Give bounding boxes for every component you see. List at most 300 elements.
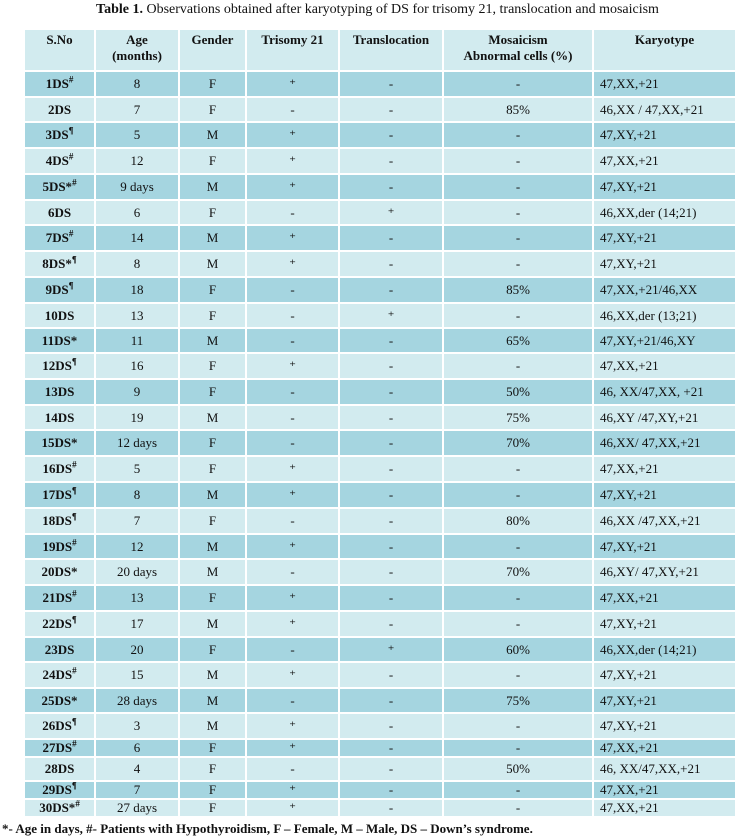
age-cell <box>95 688 179 713</box>
age-cell-text: 20 days <box>116 564 158 579</box>
trisomy-cell-text: - <box>290 761 295 776</box>
trisomy-cell-text: ⁺ <box>289 461 296 476</box>
age-cell <box>95 799 179 817</box>
mosaicism-cell <box>443 637 593 662</box>
age-cell-text: 15 <box>130 667 144 682</box>
age-cell-text: 9 <box>133 384 141 399</box>
trisomy-cell <box>246 405 339 430</box>
gender-cell <box>179 303 246 328</box>
trisomy-cell-text: ⁺ <box>289 256 296 271</box>
trisomy-cell <box>246 71 339 97</box>
mosaicism-cell-text: - <box>515 718 521 733</box>
mosaicism-cell-text: - <box>515 616 521 631</box>
karyotype-cell-text: 47,XX,+21 <box>600 782 659 797</box>
header-gender: Gender <box>179 29 246 71</box>
sno-cell-text: 17DS <box>42 487 72 502</box>
age-cell-text: 19 <box>130 409 144 425</box>
sno-cell-text: 25DS* <box>41 692 78 708</box>
age-cell-text: 11 <box>130 332 144 348</box>
karyotype-cell <box>593 200 736 225</box>
age-cell <box>95 379 179 405</box>
age-cell <box>95 482 179 508</box>
mosaicism-cell <box>443 781 593 799</box>
translocation-cell-text: - <box>388 332 394 348</box>
mosaicism-cell-text: 70% <box>506 564 530 579</box>
mosaicism-cell <box>443 251 593 277</box>
trisomy-cell-text: - <box>290 307 295 323</box>
age-cell <box>95 757 179 781</box>
table-row <box>24 225 736 251</box>
table-row <box>24 303 736 328</box>
mosaicism-cell-text: 75% <box>506 409 530 425</box>
mosaicism-cell-text: - <box>515 590 521 605</box>
age-cell <box>95 200 179 225</box>
footnote-mark: ¶ <box>71 614 77 625</box>
mosaicism-cell <box>443 662 593 688</box>
age-cell-text: 17 <box>130 616 144 631</box>
trisomy-cell <box>246 456 339 482</box>
translocation-cell <box>339 713 443 739</box>
karyotype-table <box>23 28 737 818</box>
gender-cell-text: F <box>208 282 217 297</box>
footnote-mark: ¶ <box>68 280 74 291</box>
footnote-mark: # <box>72 177 77 188</box>
gender-cell <box>179 174 246 200</box>
sno-cell <box>24 405 95 430</box>
sno-cell <box>24 122 95 148</box>
gender-cell-text: M <box>206 127 219 142</box>
karyotype-cell-text: 47,XX,+21 <box>600 461 659 476</box>
mosaicism-cell <box>443 225 593 251</box>
sno-cell-text: 20DS* <box>41 564 78 579</box>
age-cell-text: 6 <box>133 740 141 755</box>
table-row <box>24 251 736 277</box>
sno-cell <box>24 353 95 379</box>
age-cell <box>95 277 179 303</box>
age-cell <box>95 559 179 585</box>
trisomy-cell <box>246 757 339 781</box>
age-cell-text: 5 <box>133 461 141 476</box>
trisomy-cell-text: ⁺ <box>289 230 296 245</box>
karyotype-cell <box>593 328 736 353</box>
mosaicism-cell <box>443 739 593 757</box>
sno-cell <box>24 559 95 585</box>
footnote-mark: # <box>75 799 80 809</box>
age-cell <box>95 353 179 379</box>
translocation-cell <box>339 799 443 817</box>
karyotype-cell-text: 47,XX,+21 <box>600 740 659 755</box>
age-cell-text: 27 days <box>116 800 158 815</box>
age-cell-text: 18 <box>130 282 144 297</box>
translocation-cell-text: - <box>388 461 394 476</box>
header-karyotype: Karyotype <box>593 29 736 71</box>
translocation-cell-text: - <box>388 692 394 708</box>
table-row <box>24 482 736 508</box>
footnote-mark: ¶ <box>71 781 77 791</box>
sno-cell-text: 27DS <box>42 740 73 755</box>
translocation-cell <box>339 71 443 97</box>
header-age <box>95 29 179 71</box>
table-row <box>24 456 736 482</box>
table-row <box>24 508 736 534</box>
trisomy-cell <box>246 534 339 559</box>
age-cell <box>95 739 179 757</box>
trisomy-cell-text: - <box>290 692 295 708</box>
karyotype-cell <box>593 781 736 799</box>
translocation-cell-text: - <box>388 230 394 245</box>
age-cell <box>95 611 179 637</box>
gender-cell-text: M <box>206 487 219 502</box>
gender-cell-text: M <box>206 538 219 554</box>
karyotype-cell-text: 46,XX / 47,XX,+21 <box>600 101 704 117</box>
gender-cell-text: M <box>206 179 219 194</box>
age-cell <box>95 534 179 559</box>
mosaicism-cell <box>443 97 593 122</box>
table-row <box>24 662 736 688</box>
table-row <box>24 611 736 637</box>
mosaicism-cell <box>443 585 593 611</box>
table-row <box>24 353 736 379</box>
gender-cell-text: F <box>208 800 217 815</box>
translocation-cell-text: - <box>388 740 394 755</box>
sno-cell-text: 16DS <box>42 461 73 476</box>
translocation-cell-text: - <box>388 101 394 117</box>
sno-cell <box>24 637 95 662</box>
trisomy-cell-text: ⁺ <box>289 718 296 733</box>
translocation-cell <box>339 174 443 200</box>
sno-cell-text: 22DS <box>42 616 72 631</box>
sno-cell-text: 8DS* <box>42 256 72 271</box>
gender-cell <box>179 430 246 456</box>
table-row <box>24 585 736 611</box>
mosaicism-cell <box>443 328 593 353</box>
age-cell <box>95 97 179 122</box>
translocation-cell-text: - <box>388 667 394 682</box>
trisomy-cell <box>246 97 339 122</box>
karyotype-cell-text: 46,XY/ 47,XY,+21 <box>600 564 699 579</box>
gender-cell-text: F <box>208 590 217 605</box>
sno-cell-text: 1DS <box>45 76 69 91</box>
footnote-mark: # <box>72 537 77 548</box>
sno-cell <box>24 148 95 174</box>
age-cell <box>95 456 179 482</box>
karyotype-cell-text: 47,XY,+21/46,XY <box>600 332 696 348</box>
age-cell-text: 20 <box>130 641 144 657</box>
karyotype-cell-text: 47,XX,+21 <box>600 800 659 815</box>
sno-cell-text: 3DS <box>45 127 69 142</box>
gender-cell-text: M <box>206 692 219 708</box>
trisomy-cell <box>246 781 339 799</box>
mosaicism-cell-text: - <box>515 153 521 168</box>
gender-cell-text: F <box>208 307 217 323</box>
trisomy-cell-text: - <box>290 101 295 117</box>
karyotype-cell <box>593 430 736 456</box>
karyotype-cell <box>593 122 736 148</box>
age-cell-text: 4 <box>133 761 141 776</box>
translocation-cell <box>339 757 443 781</box>
table-row <box>24 122 736 148</box>
gender-cell-text: M <box>206 256 219 271</box>
gender-cell <box>179 482 246 508</box>
sno-cell <box>24 200 95 225</box>
trisomy-cell-text: ⁺ <box>289 590 296 605</box>
sno-cell <box>24 739 95 757</box>
karyotype-cell <box>593 611 736 637</box>
sno-cell <box>24 379 95 405</box>
translocation-cell-text: - <box>388 384 394 399</box>
sno-cell <box>24 225 95 251</box>
sno-cell-text: 30DS* <box>39 800 76 815</box>
karyotype-cell <box>593 97 736 122</box>
gender-cell-text: F <box>208 204 217 220</box>
trisomy-cell <box>246 508 339 534</box>
gender-cell <box>179 379 246 405</box>
karyotype-cell <box>593 757 736 781</box>
sno-cell <box>24 482 95 508</box>
karyotype-cell <box>593 585 736 611</box>
footnote-mark: # <box>68 151 74 162</box>
karyotype-cell-text: 46,XX /47,XX,+21 <box>600 513 701 528</box>
mosaicism-cell <box>443 688 593 713</box>
age-cell-text: 14 <box>130 230 144 245</box>
age-cell-text: 8 <box>133 76 141 91</box>
karyotype-cell <box>593 559 736 585</box>
translocation-cell-text: - <box>388 409 394 425</box>
header-age-label: Age <box>126 32 148 47</box>
karyotype-cell <box>593 508 736 534</box>
trisomy-cell-text: - <box>290 409 295 425</box>
gender-cell-text: F <box>208 76 217 91</box>
translocation-cell-text: ⁺ <box>387 641 395 657</box>
mosaicism-cell <box>443 799 593 817</box>
trisomy-cell-text: ⁺ <box>289 740 296 755</box>
table-row <box>24 328 736 353</box>
mosaicism-cell <box>443 174 593 200</box>
karyotype-cell-text: 47,XY,+21 <box>600 127 657 142</box>
trisomy-cell-text: - <box>290 282 295 297</box>
mosaicism-cell <box>443 430 593 456</box>
age-cell <box>95 585 179 611</box>
sno-cell-text: 21DS <box>42 590 73 605</box>
table-row <box>24 174 736 200</box>
trisomy-cell <box>246 713 339 739</box>
karyotype-cell-text: 47,XX,+21 <box>600 153 659 168</box>
table-row <box>24 379 736 405</box>
table-row <box>24 97 736 122</box>
sno-cell-text: 29DS <box>42 782 72 797</box>
sno-cell <box>24 71 95 97</box>
translocation-cell <box>339 508 443 534</box>
trisomy-cell-text: ⁺ <box>289 800 296 815</box>
karyotype-cell <box>593 405 736 430</box>
trisomy-cell-text: ⁺ <box>289 76 296 91</box>
karyotype-cell-text: 46,XX,der (13;21) <box>600 307 697 323</box>
table-caption <box>0 1 755 19</box>
age-cell-text: 12 days <box>116 435 158 450</box>
karyotype-cell-text: 47,XY,+21 <box>600 179 657 194</box>
trisomy-cell-text: ⁺ <box>289 179 296 194</box>
gender-cell-text: M <box>206 667 219 682</box>
mosaicism-cell-text: 70% <box>506 435 530 450</box>
mosaicism-cell-text: - <box>515 76 521 91</box>
translocation-cell-text: - <box>388 153 394 168</box>
table-row <box>24 781 736 799</box>
table-row <box>24 739 736 757</box>
age-cell-text: 7 <box>133 513 141 528</box>
mosaicism-cell-text: - <box>515 461 521 476</box>
gender-cell-text: F <box>208 101 217 117</box>
gender-cell <box>179 148 246 174</box>
gender-cell <box>179 71 246 97</box>
gender-cell <box>179 799 246 817</box>
header-row <box>24 29 736 71</box>
table-footnote: *- Age in days, #- Patients with Hypothyroidism, F – Female, M – Male, DS – Down’s syndrome. <box>2 821 533 836</box>
sno-cell <box>24 303 95 328</box>
trisomy-cell <box>246 739 339 757</box>
gender-cell <box>179 611 246 637</box>
gender-cell-text: M <box>206 718 219 733</box>
age-cell-text: 16 <box>130 358 144 373</box>
table-row <box>24 799 736 817</box>
translocation-cell <box>339 534 443 559</box>
trisomy-cell-text: - <box>290 513 295 528</box>
translocation-cell-text: - <box>388 538 394 554</box>
age-cell <box>95 148 179 174</box>
trisomy-cell <box>246 251 339 277</box>
karyotype-cell-text: 46,XY /47,XY,+21 <box>600 409 699 425</box>
sno-cell <box>24 799 95 817</box>
translocation-cell <box>339 353 443 379</box>
translocation-cell <box>339 379 443 405</box>
trisomy-cell <box>246 559 339 585</box>
gender-cell <box>179 200 246 225</box>
trisomy-cell-text: - <box>290 435 295 450</box>
mosaicism-cell <box>443 534 593 559</box>
age-cell <box>95 71 179 97</box>
age-cell <box>95 174 179 200</box>
table-row <box>24 71 736 97</box>
table-row <box>24 430 736 456</box>
sno-cell <box>24 688 95 713</box>
trisomy-cell-text: ⁺ <box>289 487 296 502</box>
mosaicism-cell-text: - <box>515 740 521 755</box>
karyotype-cell <box>593 799 736 817</box>
translocation-cell <box>339 328 443 353</box>
mosaicism-cell <box>443 148 593 174</box>
trisomy-cell-text: ⁺ <box>289 782 296 797</box>
gender-cell <box>179 662 246 688</box>
trisomy-cell <box>246 611 339 637</box>
translocation-cell-text: - <box>388 282 394 297</box>
header-trisomy: Trisomy 21 <box>246 29 339 71</box>
gender-cell-text: F <box>208 641 217 657</box>
mosaicism-cell-text: - <box>515 179 521 194</box>
mosaicism-cell <box>443 456 593 482</box>
table-row <box>24 688 736 713</box>
karyotype-cell <box>593 251 736 277</box>
age-cell <box>95 303 179 328</box>
sno-cell-text: 15DS* <box>41 435 78 450</box>
age-cell-text: 8 <box>133 256 141 271</box>
mosaicism-cell-text: 65% <box>506 332 530 348</box>
age-cell <box>95 328 179 353</box>
gender-cell-text: F <box>208 435 217 450</box>
age-cell-text: 7 <box>133 101 141 117</box>
table-row <box>24 148 736 174</box>
table-row <box>24 277 736 303</box>
trisomy-cell-text: ⁺ <box>289 127 296 142</box>
sno-cell <box>24 611 95 637</box>
table-row <box>24 200 736 225</box>
gender-cell-text: M <box>206 332 219 348</box>
karyotype-cell-text: 46,XX/ 47,XX,+21 <box>600 435 701 450</box>
age-cell <box>95 430 179 456</box>
mosaicism-cell-text: - <box>515 127 521 142</box>
sno-cell-text: 2DS <box>47 101 72 117</box>
mosaicism-cell <box>443 353 593 379</box>
mosaicism-cell-text: 60% <box>506 641 530 657</box>
gender-cell <box>179 353 246 379</box>
gender-cell-text: F <box>208 761 217 776</box>
trisomy-cell <box>246 379 339 405</box>
gender-cell <box>179 405 246 430</box>
trisomy-cell <box>246 277 339 303</box>
age-cell <box>95 713 179 739</box>
translocation-cell-text: - <box>388 435 394 450</box>
age-cell-text: 5 <box>133 127 141 142</box>
age-cell-text: 7 <box>133 782 141 797</box>
sno-cell-text: 24DS <box>42 667 73 682</box>
sno-cell-text: 10DS <box>44 307 75 323</box>
translocation-cell <box>339 405 443 430</box>
translocation-cell-text: ⁺ <box>387 204 395 220</box>
sno-cell-text: 9DS <box>45 282 69 297</box>
translocation-cell-text: - <box>388 127 394 142</box>
mosaicism-cell-text: - <box>515 667 521 682</box>
trisomy-cell <box>246 637 339 662</box>
age-cell-text: 3 <box>133 718 141 733</box>
translocation-cell-text: - <box>388 800 394 815</box>
translocation-cell <box>339 456 443 482</box>
gender-cell-text: F <box>208 740 217 755</box>
mosaicism-cell <box>443 200 593 225</box>
sno-cell <box>24 585 95 611</box>
karyotype-cell <box>593 637 736 662</box>
sno-cell <box>24 662 95 688</box>
table-row <box>24 757 736 781</box>
table-row <box>24 713 736 739</box>
age-cell <box>95 405 179 430</box>
footnote-mark: ¶ <box>71 254 77 265</box>
mosaicism-cell <box>443 482 593 508</box>
trisomy-cell <box>246 662 339 688</box>
sno-cell <box>24 97 95 122</box>
age-cell-text: 13 <box>130 307 144 323</box>
translocation-cell <box>339 225 443 251</box>
sno-cell-text: 5DS* <box>42 179 73 194</box>
footnote-mark: ¶ <box>71 716 77 727</box>
gender-cell-text: M <box>206 230 219 245</box>
translocation-cell-text: - <box>388 718 394 733</box>
mosaicism-cell <box>443 611 593 637</box>
mosaicism-cell-text: 50% <box>506 761 530 776</box>
footnote-mark: ¶ <box>71 511 77 522</box>
gender-cell-text: M <box>206 409 219 425</box>
gender-cell-text: F <box>208 153 217 168</box>
translocation-cell <box>339 637 443 662</box>
karyotype-cell <box>593 482 736 508</box>
karyotype-cell <box>593 71 736 97</box>
